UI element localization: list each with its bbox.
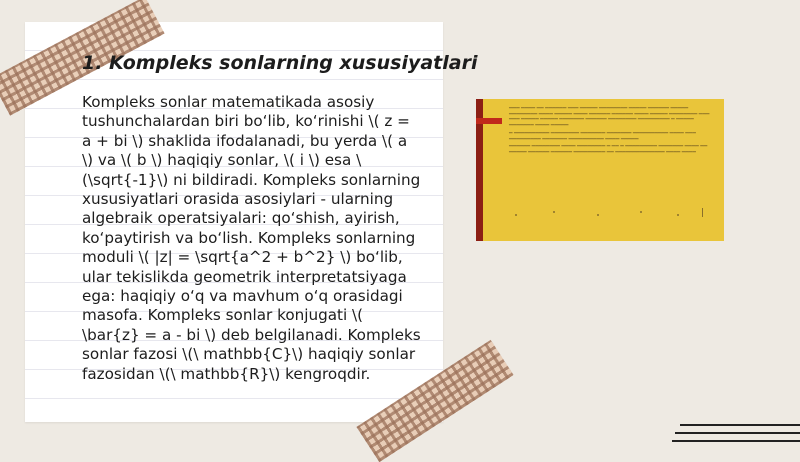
decorative-line-2 (675, 432, 800, 434)
thumbnail-red-mark (476, 118, 502, 124)
thumbnail-formula-marks (506, 206, 716, 220)
thumbnail-blurred-text: ▁▁▁ ▁▁▁▁ ▁▁ ▁▁▁▁▁▁ ▁▁▁ ▁▁▁▁▁ ▁▁▁▁▁▁▁▁ ▁▁▁▁▁ ▁▁▁▁▁▁ ▁▁▁▁▁ ▁▁▁▁▁▁▁▁ ▁▁▁▁ ▁▁▁▁▁ ▁▁▁▁ ▁▁▁▁▁▁ ▁▁▁▁▁▁ ▁▁▁▁ ▁▁▁▁▁ ▁▁▁▁▁▁▁▁ ▁▁▁ ▁▁▁ ▁▁▁▁▁ ▁▁▁▁▁ ▁▁▁▁▁▁▁ ▁▁▁▁▁▁ ▁▁▁▁▁▁▁▁ ▁▁▁▁▁▁▁▁▁ ▁ ▁▁▁▁▁ ▁▁▁▁▁▁▁ ▁▁▁▁ ▁▁▁▁▁ ▁ ▁▁▁▁▁▁▁▁▁▁ ▁▁▁▁▁▁▁▁ ▁▁▁▁▁▁▁ ▁▁▁▁▁▁▁ ▁▁▁▁▁▁▁▁▁▁ ▁▁▁▁ ▁▁▁ ▁▁▁▁▁▁▁▁▁ ▁▁▁▁▁▁▁ ▁▁▁▁▁▁▁▁▁▁ ▁▁▁▁ ▁▁▁▁▁ ▁▁▁▁▁▁ ▁▁▁▁▁▁▁▁ ▁▁▁▁ ▁▁▁▁▁▁▁▁ ▁ ▁▁ ▁ ▁▁▁▁▁▁▁▁▁ ▁▁▁▁▁▁▁ ▁▁▁▁ ▁▁ ▁▁▁▁▁ ▁▁▁▁▁▁ ▁▁▁▁▁▁ ▁▁▁▁▁▁▁▁▁ ▁▁ ▁▁▁▁▁▁▁▁▁▁▁▁▁▁ ▁▁▁▁ ▁▁▁▁ (509, 104, 710, 153)
slide-title: 1. Kompleks sonlarning xususiyatlari (82, 52, 478, 74)
decorative-line-3 (672, 440, 800, 442)
decorative-line-1 (680, 424, 800, 426)
slide-body-text: Kompleks sonlar matematikada asosiy tushunchalardan biri bo‘lib, ko‘rinishi \( z = a + bi \) shaklida ifodalanadi, bu yerda \( a \) va \( b \) haqiqiy sonlar, \( i \) esa \(\sqrt{-1}\) ni bildiradi. Kompleks sonlarning xususiyatlari orasida asosiylari - ularning algebraik operatsiyalari: qo‘shish, ayirish, ko‘paytirish va bo‘lish. Kompleks sonlarning moduli \( |z| = \sqrt{a^2 + b^2} \) bo‘lib, ular tekislikda geometrik interpretatsiyaga ega: haqiqiy o‘q va mavhum o‘q orasidagi masofa. Kompleks sonlar konjugati \( \bar{z} = a - bi \) deb belgilanadi. Kompleks sonlar fazosi \(\ mathbb{C}\) haqiqiy sonlar fazosidan \(\ mathbb{R}\) kengroqdir. (82, 93, 421, 383)
embedded-image-thumbnail (476, 99, 724, 241)
